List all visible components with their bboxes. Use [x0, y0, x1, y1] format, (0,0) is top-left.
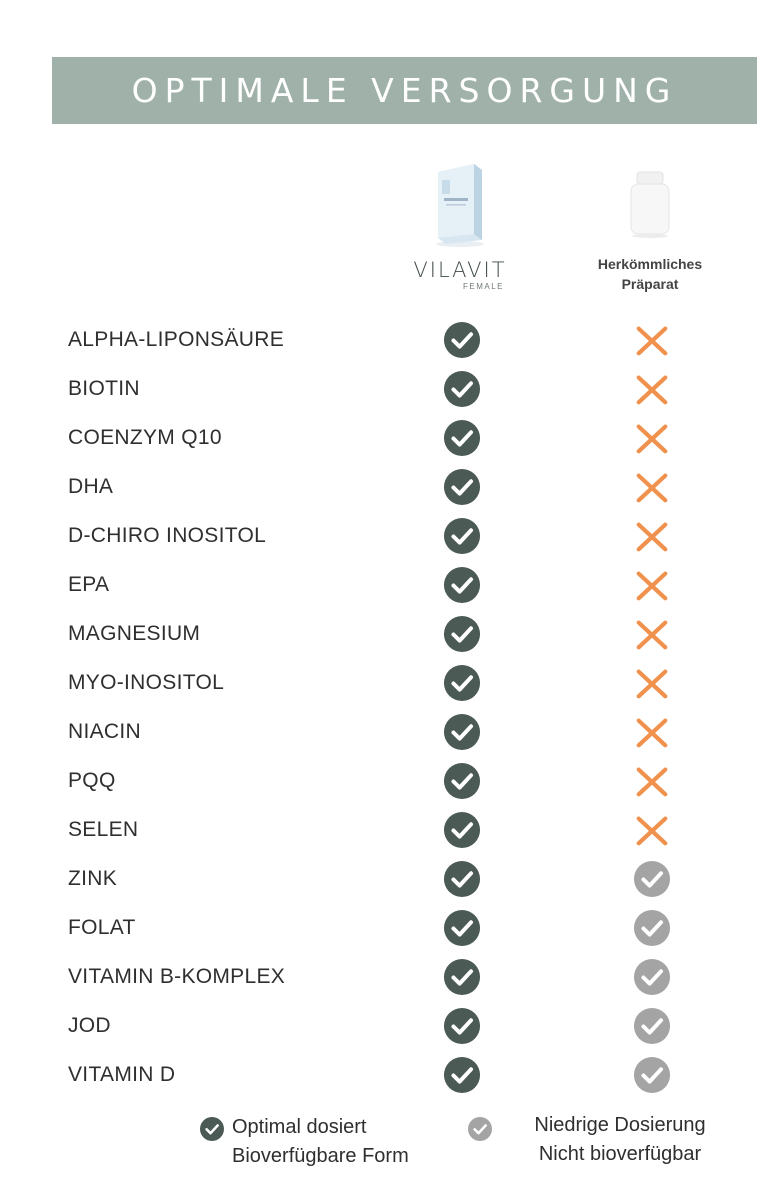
- table-row: [0, 957, 784, 997]
- nutrient-name: DHA: [68, 475, 114, 498]
- check-dark-icon: [443, 517, 481, 555]
- competitor-status: [633, 1007, 671, 1050]
- table-row: [0, 1006, 784, 1046]
- cross-icon: [633, 321, 671, 359]
- cross-icon: [633, 615, 671, 653]
- table-row: [0, 908, 784, 948]
- table-row: [0, 516, 784, 556]
- check-dark-icon: [443, 1007, 481, 1045]
- vilavit-status: [443, 566, 481, 609]
- legend-optimal-line2: Bioverfügbare Form: [232, 1145, 409, 1167]
- vilavit-status: [443, 615, 481, 658]
- cross-icon: [633, 517, 671, 555]
- vilavit-status: [443, 370, 481, 413]
- table-row: [0, 418, 784, 458]
- nutrient-name: NIACIN: [68, 720, 141, 743]
- competitor-status: [633, 321, 671, 364]
- competitor-status: [633, 762, 671, 805]
- cross-icon: [633, 566, 671, 604]
- vilavit-status: [443, 860, 481, 903]
- competitor-status: [633, 517, 671, 560]
- legend-optimal-line1: Optimal dosiert: [232, 1116, 367, 1138]
- check-dark-icon: [443, 713, 481, 751]
- competitor-status: [633, 615, 671, 658]
- cross-icon: [633, 811, 671, 849]
- vilavit-status: [443, 321, 481, 364]
- vilavit-status: [443, 958, 481, 1001]
- competitor-status: [633, 419, 671, 462]
- check-dark-icon: [443, 762, 481, 800]
- check-dark-icon: [443, 566, 481, 604]
- table-row: [0, 859, 784, 899]
- table-row: [0, 565, 784, 605]
- nutrient-name: VITAMIN D: [68, 1063, 176, 1086]
- competitor-label-line2: Präparat: [621, 276, 679, 292]
- nutrient-name: ALPHA-LIPONSÄURE: [68, 328, 285, 351]
- competitor-status: [633, 664, 671, 707]
- table-row: [0, 810, 784, 850]
- nutrient-name: D-CHIRO INOSITOL: [68, 524, 267, 547]
- nutrient-name: EPA: [68, 573, 110, 596]
- check-dark-icon: [200, 1117, 224, 1141]
- check-dark-icon: [443, 860, 481, 898]
- table-row: [0, 320, 784, 360]
- vilavit-status: [443, 517, 481, 560]
- competitor-status: [633, 860, 671, 903]
- check-dark-icon: [443, 370, 481, 408]
- table-row: [0, 712, 784, 752]
- competitor-status: [633, 909, 671, 952]
- table-row: [0, 467, 784, 507]
- vilavit-status: [443, 1056, 481, 1099]
- check-grey-icon: [633, 1007, 671, 1045]
- nutrient-name: COENZYM Q10: [68, 426, 222, 449]
- vilavit-logo-sub: FEMALE: [462, 282, 504, 291]
- vilavit-status: [443, 762, 481, 805]
- nutrient-name: BIOTIN: [68, 377, 140, 400]
- vilavit-product: [410, 160, 510, 291]
- legend-low-line1: Niedrige Dosierung: [534, 1114, 706, 1136]
- vilavit-logo: VILAVIT: [413, 258, 507, 282]
- check-dark-icon: [443, 1056, 481, 1094]
- check-dark-icon: [443, 664, 481, 702]
- check-grey-icon: [633, 958, 671, 996]
- nutrient-name: PQQ: [68, 769, 116, 792]
- competitor-status: [633, 468, 671, 511]
- check-dark-icon: [443, 321, 481, 359]
- check-grey-icon: [468, 1117, 492, 1141]
- vilavit-box-image: [430, 160, 490, 248]
- table-row: [0, 369, 784, 409]
- vilavit-status: [443, 909, 481, 952]
- cross-icon: [633, 713, 671, 751]
- nutrient-name: JOD: [68, 1014, 111, 1037]
- header-banner: [52, 57, 757, 124]
- nutrient-name: MYO-INOSITOL: [68, 671, 225, 694]
- competitor-status: [633, 958, 671, 1001]
- check-dark-icon: [443, 615, 481, 653]
- vilavit-status: [443, 419, 481, 462]
- check-dark-icon: [443, 468, 481, 506]
- table-row: [0, 663, 784, 703]
- nutrient-name: ZINK: [68, 867, 118, 890]
- competitor-label-line1: Herkömmliches: [597, 256, 703, 272]
- competitor-status: [633, 1056, 671, 1099]
- page-title: OPTIMALE VERSORGUNG: [131, 71, 678, 110]
- cross-icon: [633, 664, 671, 702]
- table-row: [0, 761, 784, 801]
- vilavit-status: [443, 811, 481, 854]
- table-row: [0, 614, 784, 654]
- check-dark-icon: [443, 419, 481, 457]
- nutrient-name: MAGNESIUM: [68, 622, 201, 645]
- vilavit-status: [443, 468, 481, 511]
- nutrient-name: FOLAT: [68, 916, 136, 939]
- competitor-status: [633, 566, 671, 609]
- nutrient-name: VITAMIN B-KOMPLEX: [68, 965, 286, 988]
- cross-icon: [633, 370, 671, 408]
- bottle-image: [627, 170, 673, 238]
- table-row: [0, 1055, 784, 1095]
- cross-icon: [633, 468, 671, 506]
- check-dark-icon: [443, 958, 481, 996]
- vilavit-status: [443, 1007, 481, 1050]
- check-grey-icon: [633, 860, 671, 898]
- competitor-status: [633, 713, 671, 756]
- cross-icon: [633, 419, 671, 457]
- competitor-status: [633, 811, 671, 854]
- check-grey-icon: [633, 1056, 671, 1094]
- check-grey-icon: [633, 909, 671, 947]
- vilavit-status: [443, 664, 481, 707]
- competitor-product: [575, 170, 725, 294]
- competitor-status: [633, 370, 671, 413]
- nutrient-name: SELEN: [68, 818, 139, 841]
- cross-icon: [633, 762, 671, 800]
- legend-low-line2: Nicht bioverfügbar: [538, 1143, 702, 1165]
- vilavit-status: [443, 713, 481, 756]
- check-dark-icon: [443, 811, 481, 849]
- check-dark-icon: [443, 909, 481, 947]
